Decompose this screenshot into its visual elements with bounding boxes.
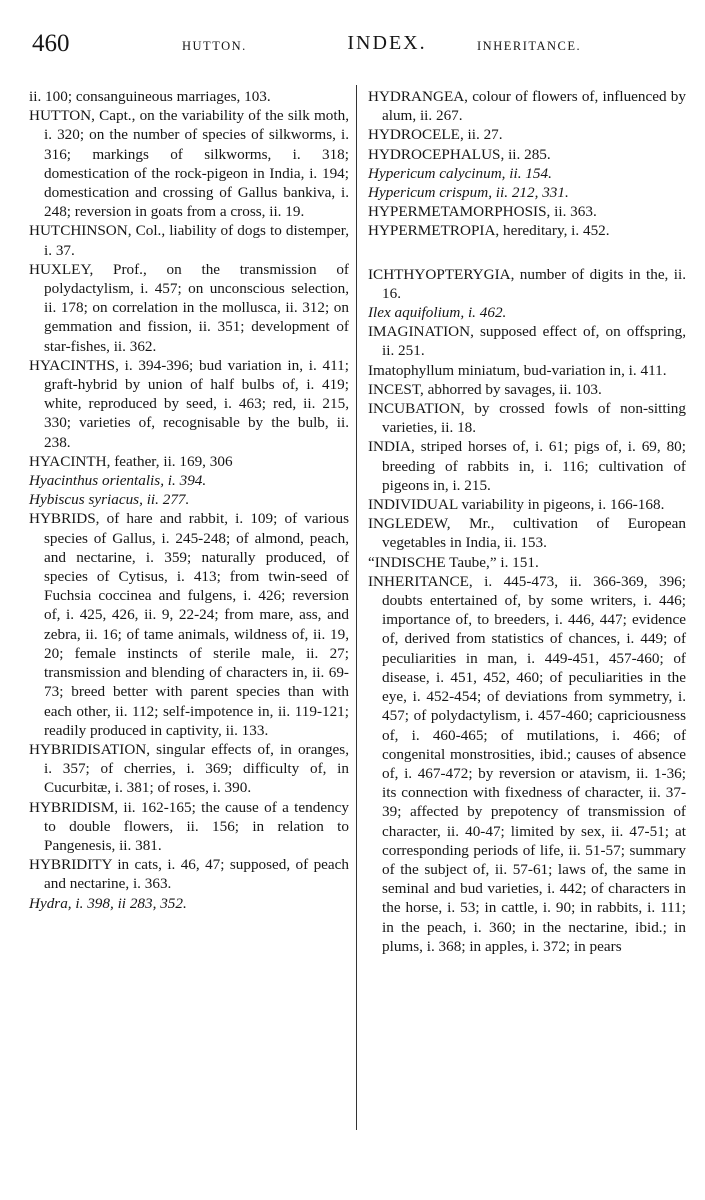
index-entry: HYBRIDISATION, singular effects of, in oranges, i. 357; of cherries, i. 369; difficulty of, in Cucurbitæ, i. 381; of roses, i. 390.: [29, 740, 349, 797]
index-entry: ii. 100; consanguineous marriages, 103.: [29, 88, 271, 105]
index-entry: INCEST, abhorred by savages, ii. 103.: [368, 380, 602, 398]
index-entry: HYACINTHS, i. 394-396; bud variation in, i. 411; graft-hybrid by union of half bulbs of, i. 419; white, reproduced by seed, i. 463; red, ii. 215, 330; varieties of, recognisable by the bulb, ii. 238.: [29, 356, 349, 451]
column-divider: [356, 85, 357, 1130]
index-entry: IMAGINATION, supposed effect of, on offspring, ii. 251.: [368, 323, 686, 360]
index-entry: INHERITANCE, i. 445-473, ii. 366-369, 396; doubts entertained of, by some writers, i. 446; importance of, to breeders, i. 446, 447; evidence of, derived from statistics of chances, i. 449; of peculiarities in man, i. 449-451, 457-460; of disease, i. 451, 452, 460; of peculiarities in the eye, i. 452-454; of deviations from symmetry, i. 457; of polydactylism, i. 457-460; capriciousness of, i. 460-465; of mutilations, i. 466; of congenital monstrosities, ibid.; causes of absence of, i. 467-472; by reversion or atavism, ii. 1-36; its connection with fixedness of character, ii. 37-39; affected by prepotency of transmission of character, ii. 40-47; limited by sex, ii. 47-51; at corresponding periods of life, ii. 51-57; summary of the subject of, ii. 57-61; laws of, the same in seminal and bud varieties, i. 442; of characters in the horse, i. 53; in cattle, i. 90; in rabbits, i. 111; in the peach, i. 360; in the nectarine, ibid.; in plums, i. 368; in apples, i. 372; in pears: [368, 572, 686, 955]
index-entry: Hypericum calycinum, ii. 154.: [368, 164, 552, 182]
left-column: [29, 87, 349, 913]
index-entry: HYDROCEPHALUS, ii. 285.: [368, 145, 551, 163]
index-entry: HUTCHINSON, Col., liability of dogs to distemper, i. 37.: [29, 222, 349, 259]
index-entry: INDIA, striped horses of, i. 61; pigs of, i. 69, 80; breeding of rabbits in, i. 116; cultivation of pigeons in, i. 215.: [368, 438, 686, 494]
index-entry: Hybiscus syriacus, ii. 277.: [29, 491, 190, 509]
index-entry: Imatophyllum miniatum, bud-variation in, i. 411.: [368, 361, 667, 379]
index-entry: Ilex aquifolium, i. 462.: [368, 304, 507, 322]
right-running-head: INHERITANCE.: [477, 39, 582, 53]
right-column: [368, 87, 686, 956]
letter-section-gap: [368, 241, 686, 265]
index-entry: Hypericum crispum, ii. 212, 331.: [368, 184, 569, 202]
index-entry: Hyacinthus orientalis, i. 394.: [29, 472, 207, 490]
index-entry: HYDROCELE, ii. 27.: [368, 126, 503, 144]
index-entry: HUTTON, Capt., on the variability of the silk moth, i. 320; on the number of species of silkworms, i. 316; markings of silkworms, i. 318; domestication of the rock-pigeon in India, i. 194; domestication and crossing of Gallus bankiva, i. 248; reversion in goats from a cross, ii. 19.: [29, 107, 349, 221]
page-header: [22, 30, 687, 60]
index-entry: INDIVIDUAL variability in pigeons, i. 166-168.: [368, 496, 665, 514]
page-number: 460: [32, 30, 70, 57]
index-entry: HYPERMETAMORPHOSIS, ii. 363.: [368, 203, 597, 221]
index-entry: INCUBATION, by crossed fowls of non-sitting varieties, ii. 18.: [368, 400, 686, 437]
index-entry: ICHTHYOPTERYGIA, number of digits in the, ii. 16.: [368, 265, 686, 302]
index-entry: HYPERMETROPIA, hereditary, i. 452.: [368, 222, 610, 240]
index-entry: INGLEDEW, Mr., cultivation of European vegetables in India, ii. 153.: [368, 515, 686, 552]
index-entry: HYBRIDISM, ii. 162-165; the cause of a tendency to double flowers, ii. 156; in relation to Pangenesis, ii. 381.: [29, 798, 349, 854]
index-entry: HYBRIDITY in cats, i. 46, 47; supposed, of peach and nectarine, i. 363.: [29, 856, 349, 893]
index-entry: HUXLEY, Prof., on the transmission of polydactylism, i. 457; on unconscious selection, ii. 178; on correlation in the mollusca, ii. 312; on gemmation and fission, ii. 351; development of star-fishes, ii. 362.: [29, 260, 349, 355]
index-entry: HYACINTH, feather, ii. 169, 306: [29, 452, 233, 470]
page-title: INDEX.: [347, 32, 427, 54]
index-entry: HYDRANGEA, colour of flowers of, influenced by alum, ii. 267.: [368, 88, 686, 125]
index-entry: “INDISCHE Taube,” i. 151.: [368, 553, 539, 571]
index-entry: Hydra, i. 398, ii 283, 352.: [29, 894, 187, 912]
index-entry: HYBRIDS, of hare and rabbit, i. 109; of various species of Gallus, i. 245-248; of almond, peach, and nectarine, i. 359; naturally produced, of species of Cytisus, i. 413; from twin-seed of Fuchsia coccinea and fulgens, i. 426; reversion of, i. 425, 426, ii. 9, 22-24; from mare, ass, and zebra, ii. 16; of tame animals, wildness of, ii. 19, 20; female instincts of sterile male, ii. 27; transmission and blending of characters in, ii. 69-73; breed better with parent species than with each other, ii. 112; self-impotence in, ii. 119-121; readily produced in captivity, ii. 133.: [29, 510, 349, 739]
left-running-head: HUTTON.: [182, 39, 247, 53]
